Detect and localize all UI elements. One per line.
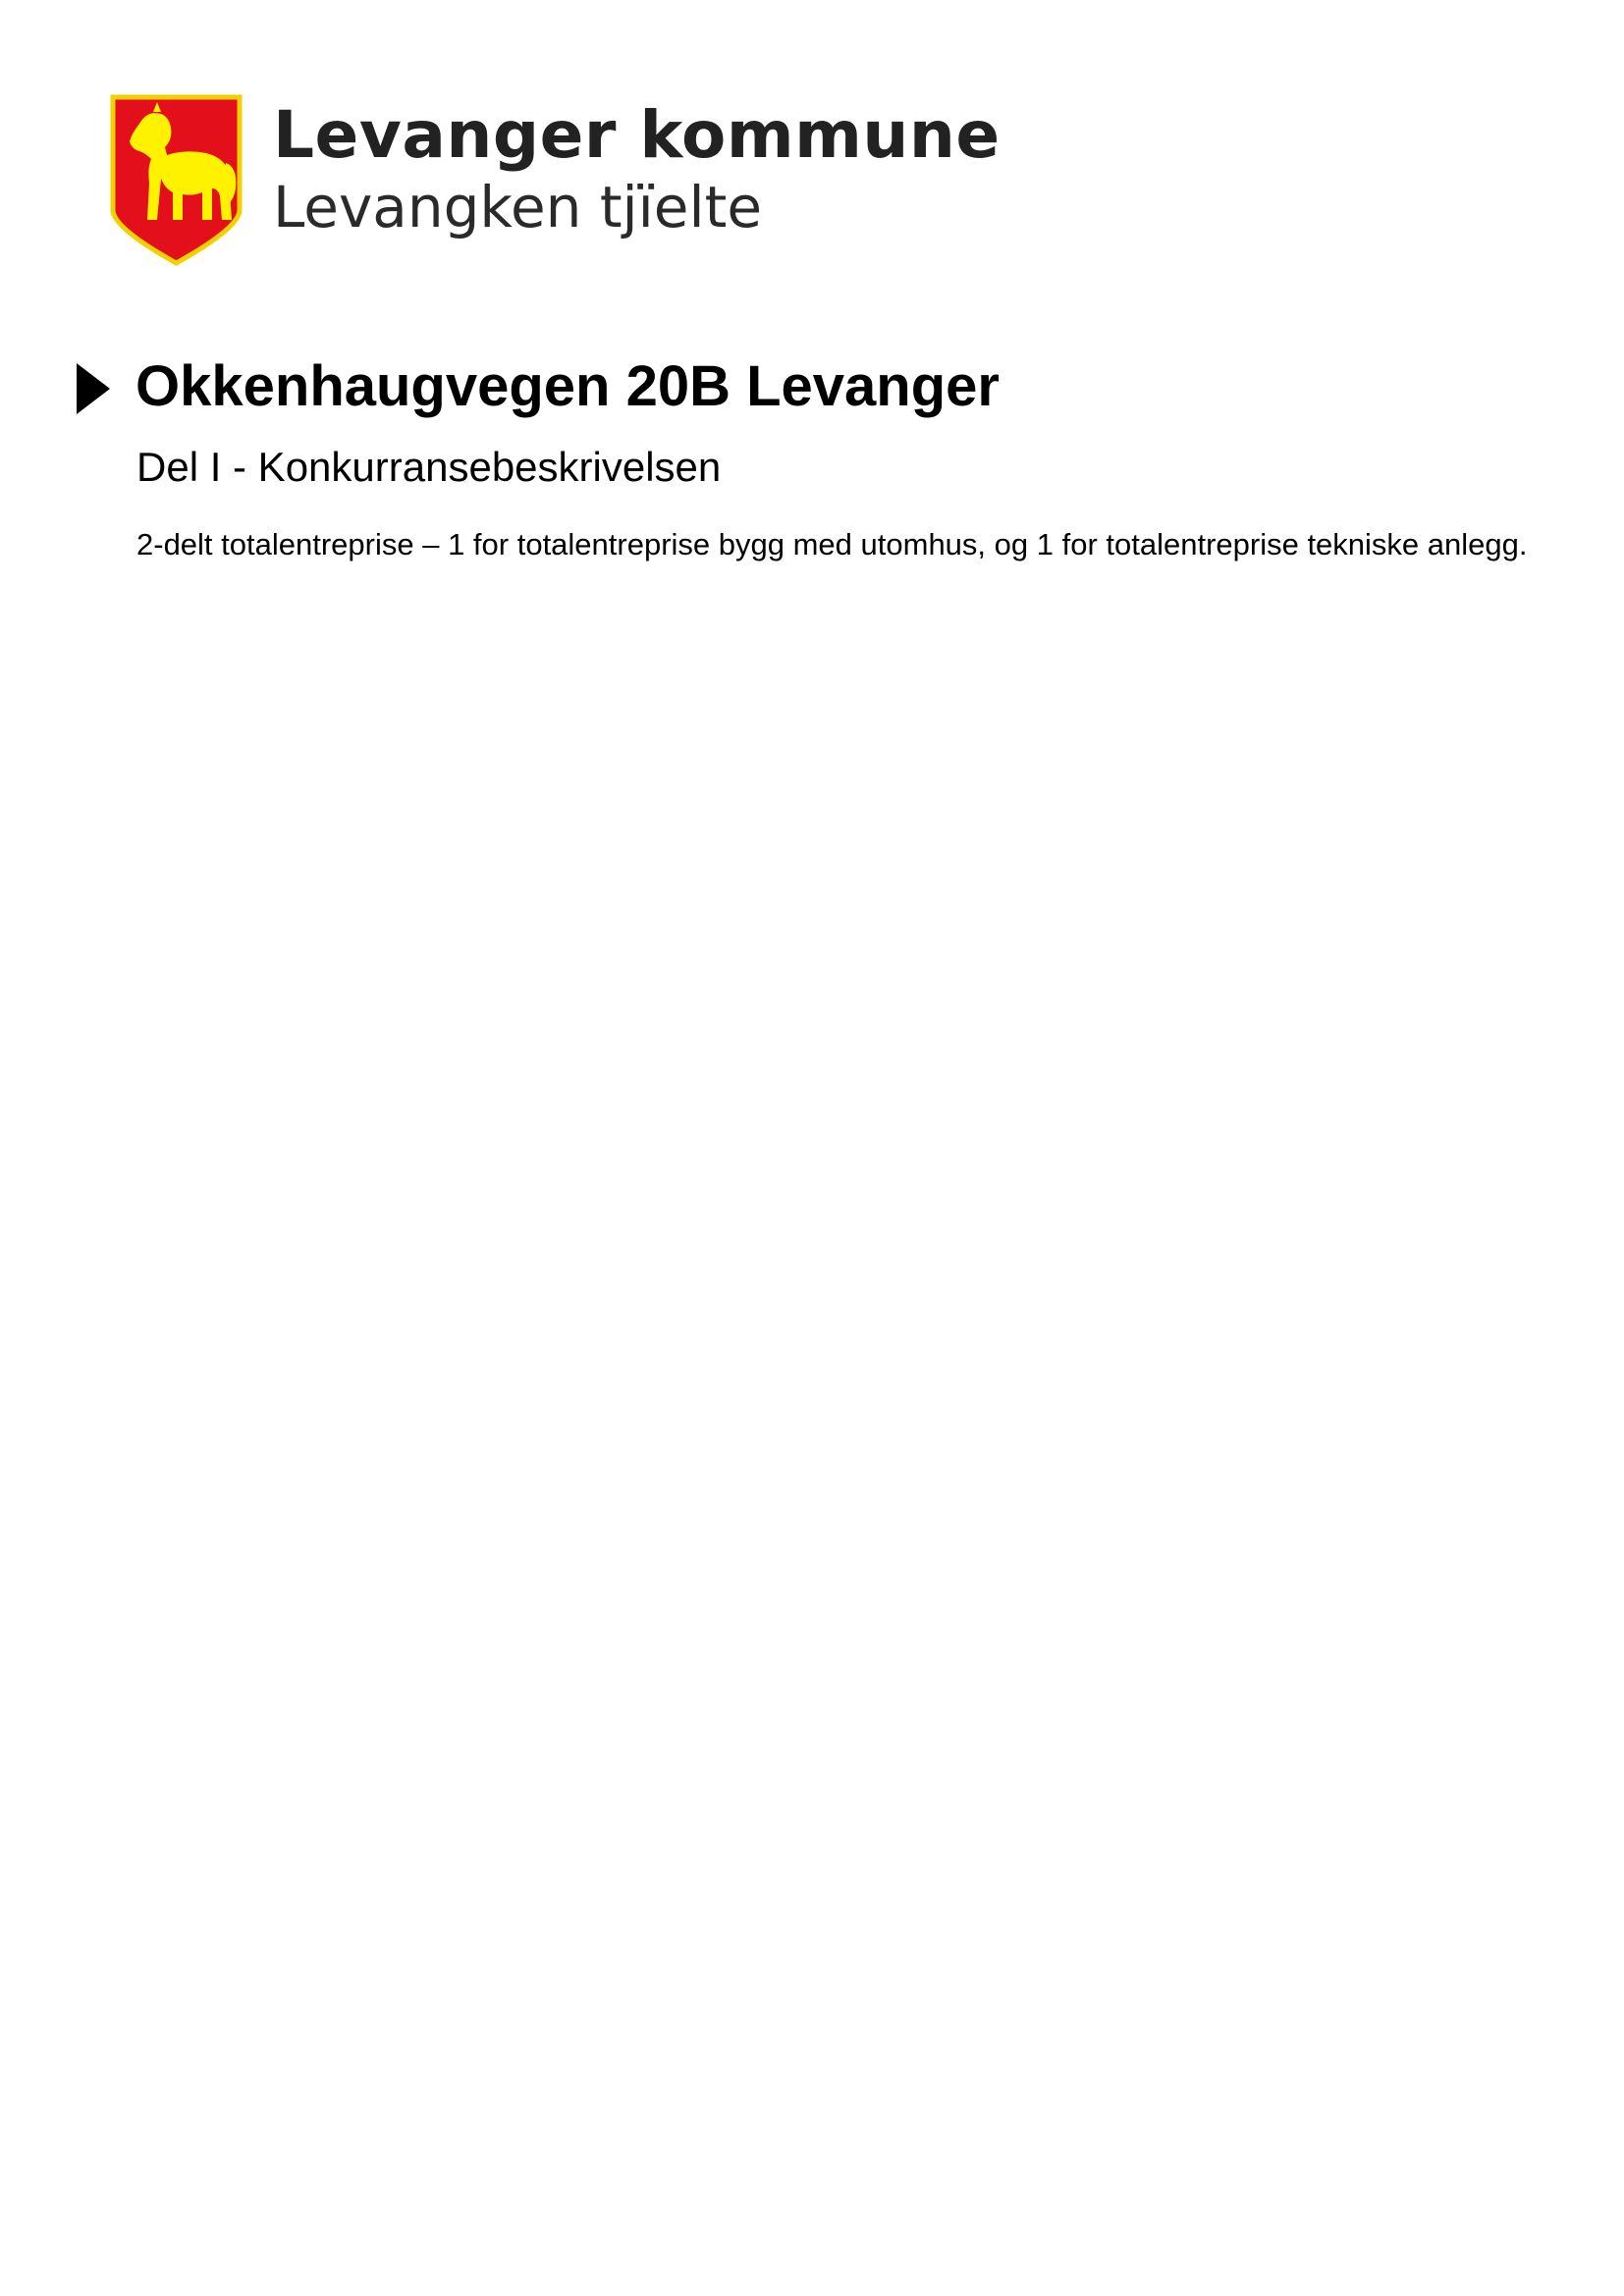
organization-name-sami: Levangken tjïelte — [273, 174, 763, 240]
document-header — [110, 94, 1001, 271]
document-title: Okkenhaugvegen 20B Levanger — [135, 354, 1000, 418]
triangle-bullet-icon — [77, 363, 110, 414]
document-subtitle: Del I - Konkurransebeskrivelsen — [136, 444, 722, 490]
document-description: 2-delt totalentreprise – 1 for totalentreprise bygg med utomhus, og 1 for totalentreprise tekniske anlegg. — [136, 527, 1528, 561]
organization-name: Levanger kommune — [273, 97, 1001, 173]
coat-of-arms-icon — [110, 94, 243, 266]
